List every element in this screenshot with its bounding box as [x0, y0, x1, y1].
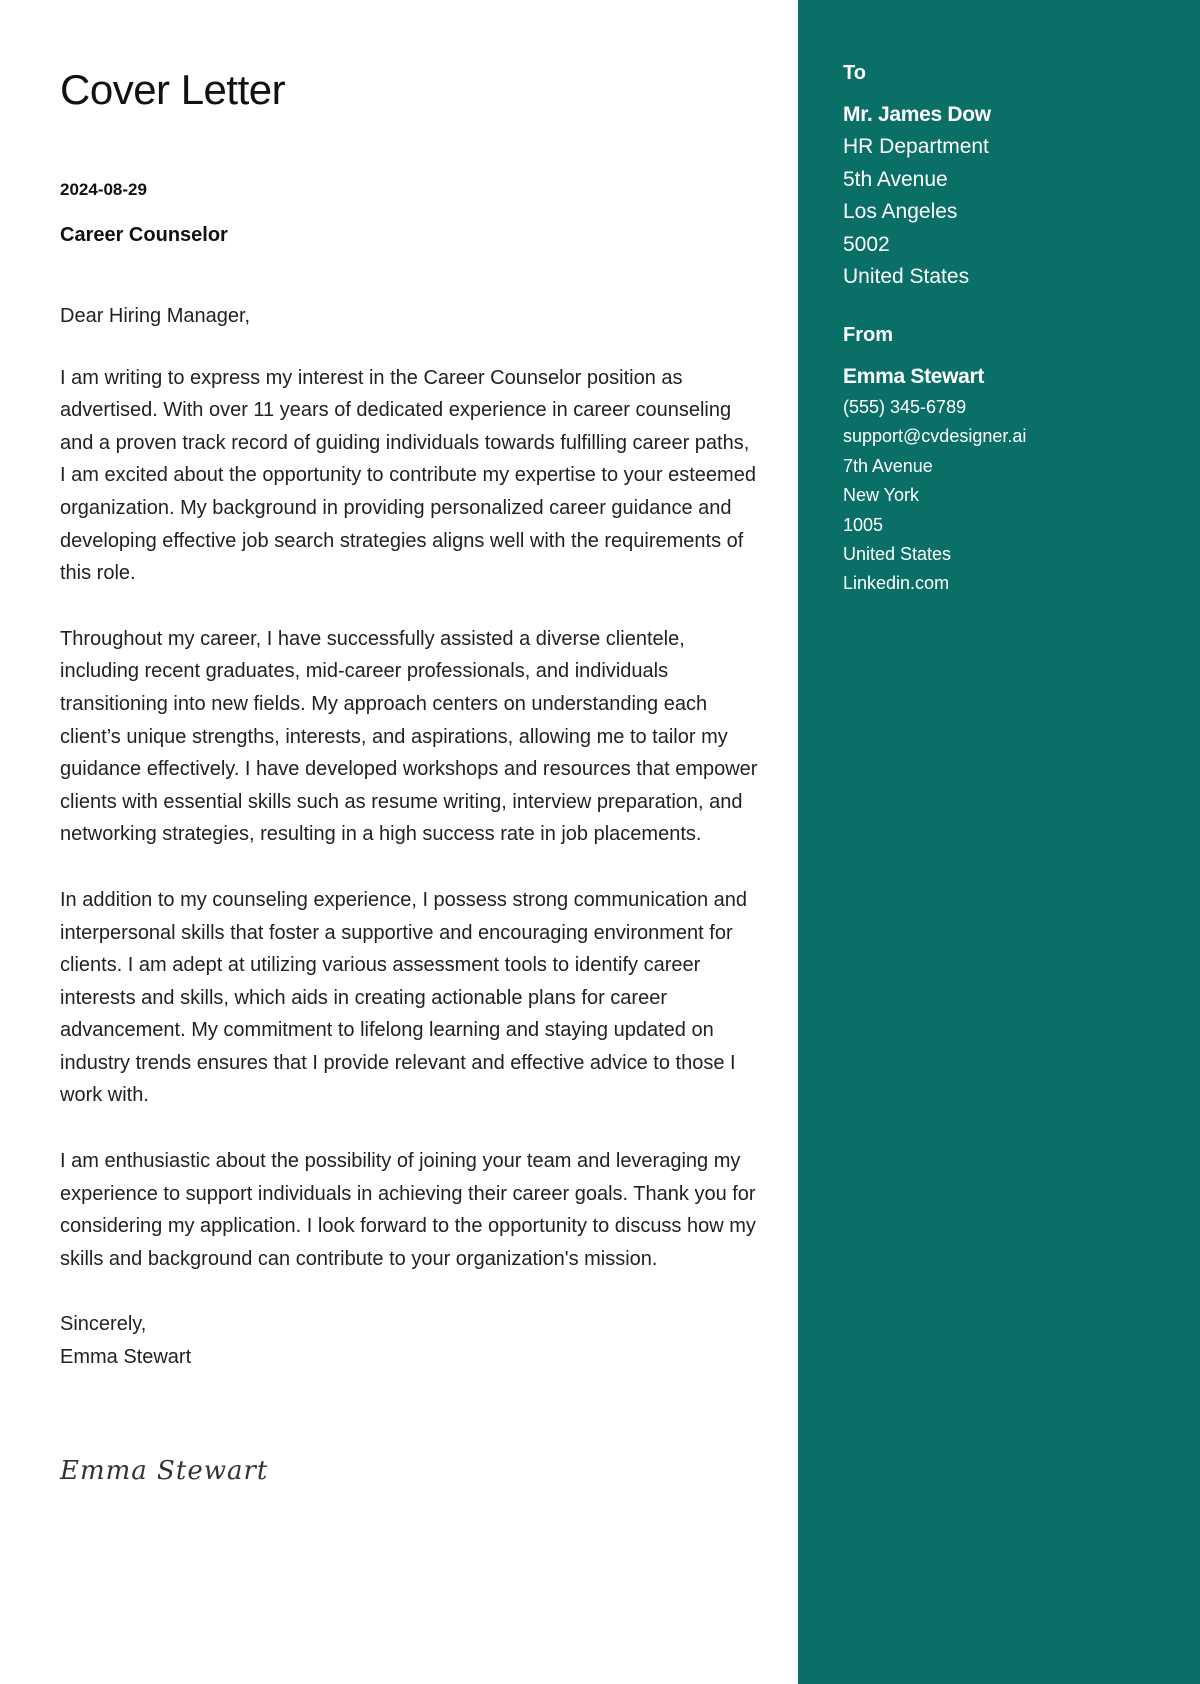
sender-name: Emma Stewart — [843, 364, 985, 388]
letter-body — [60, 300, 760, 1374]
contact-sidebar — [798, 0, 1200, 1684]
recipient-block — [843, 62, 1183, 294]
letter-paragraph-2: Throughout my career, I have successfully assisted a diverse clientele, including recent graduates, mid-career professionals, and individuals transitioning into new fields. My approach centers on understanding each client’s unique strengths, interests, and aspirations, allowing me to tailor my guidance effectively. I have developed workshops and resources that empower clients with essential skills such as resume writing, interview preparation, and networking strategies, resulting in a high success rate in job placements. — [60, 627, 758, 846]
letter-paragraph-4: I am enthusiastic about the possibility of joining your team and leveraging my experience to support individuals in achieving their career goals. Thank you for considering my application. I look forward to the opportunity to discuss how my skills and background can contribute to your organization's mission. — [60, 1150, 756, 1270]
sender-block — [843, 324, 1183, 599]
sender-phone: (555) 345-6789 — [843, 396, 967, 417]
letter-paragraph-3: In addition to my counseling experience, I possess strong communication and interpersonal skills that foster a supportive and encouraging environment for clients. I am adept at utilizing various assessment tools to identify career interests and skills, which aids in creating actionable plans for career advancement. My commitment to lifelong learning and staying updated on industry trends ensures that I provide relevant and effective advice to those I work with. — [60, 888, 748, 1107]
recipient-department: HR Department — [843, 135, 989, 158]
letter-date: 2024-08-29 — [60, 180, 147, 199]
closing-name: Emma Stewart — [60, 1346, 192, 1369]
recipient-label: To — [843, 62, 866, 84]
closing-salutation: Sincerely, — [60, 1313, 147, 1336]
sender-city: New York — [843, 485, 920, 506]
recipient-address — [843, 131, 1183, 294]
job-role: Career Counselor — [60, 224, 228, 246]
sender-contact — [843, 393, 1183, 599]
sender-zip: 1005 — [843, 514, 884, 535]
sender-website: Linkedin.com — [843, 573, 950, 594]
sender-label: From — [843, 323, 893, 346]
recipient-city: Los Angeles — [843, 200, 958, 224]
letter-closing — [60, 1308, 760, 1373]
letter-greeting: Dear Hiring Manager, — [60, 305, 251, 327]
page-title: Cover Letter — [60, 66, 286, 113]
recipient-country: United States — [843, 265, 970, 289]
sender-email: support@cvdesigner.ai — [843, 426, 1027, 447]
recipient-name: Mr. James Dow — [843, 103, 991, 126]
handwritten-signature: Emma Stewart — [60, 1456, 269, 1486]
recipient-street: 5th Avenue — [843, 167, 948, 191]
recipient-zip: 5002 — [843, 232, 890, 256]
letter-paragraph-1: I am writing to express my interest in the Career Counselor position as advertised. With over 11 years of dedicated experience in career counseling and a proven track record of guiding individuals towards fulfilling career paths, I am excited about the opportunity to contribute my expertise to your esteemed organization. My background in providing personalized career guidance and developing effective job search strategies aligns well with the requirements of this role. — [60, 366, 756, 585]
sidebar-content — [843, 62, 1183, 599]
sender-street: 7th Avenue — [843, 455, 933, 476]
sender-country: United States — [843, 544, 952, 564]
